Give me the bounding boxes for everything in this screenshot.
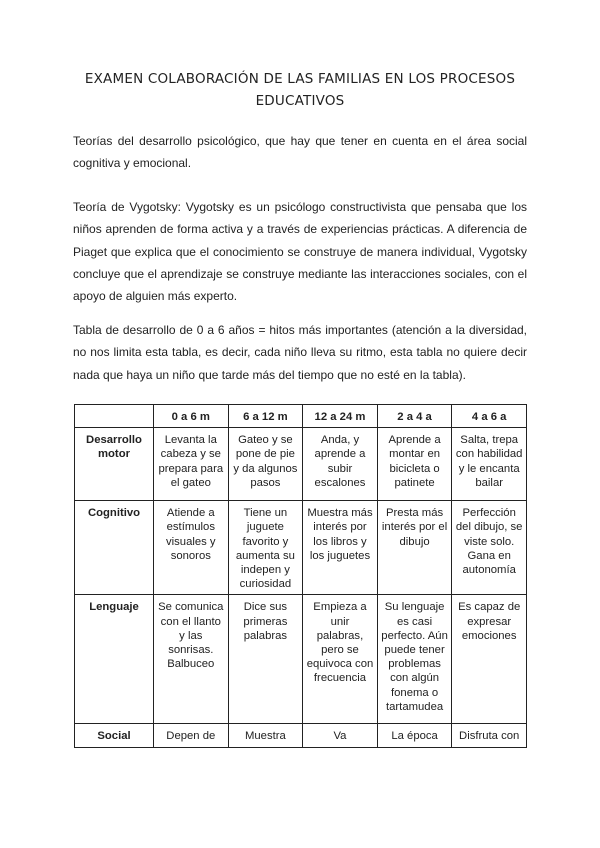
table-cell: Anda, y aprende a subir escalones — [303, 428, 378, 501]
table-cell: Muestra — [228, 724, 303, 747]
paragraph-intro: Teorías del desarrollo psicológico, que hay que tener en cuenta en el área social cognitiva y emocional. — [73, 134, 527, 171]
table-cell: Disfruta con — [452, 724, 527, 747]
table-row-lenguaje — [75, 595, 527, 724]
table-cell: Tiene un juguete favorito y aumenta su indepen y curiosidad — [228, 501, 303, 595]
header-6-12m: 6 a 12 m — [228, 405, 303, 428]
header-2-4a: 2 a 4 a — [377, 405, 452, 428]
table-cell: Atiende a estímulos visuales y sonoros — [154, 501, 229, 595]
row-label-motor: Desarrollo motor — [75, 428, 154, 501]
row-label-social: Social — [75, 724, 154, 747]
header-cell-empty — [75, 405, 154, 428]
table-cell: Va — [303, 724, 378, 747]
paragraph-table-intro: Tabla de desarrollo de 0 a 6 años = hitos más importantes (atención a la diversidad, no nos limita esta tabla, es decir, cada niño lleva su ritmo, esta tabla no quiere decir nada que haya un niño que tarde más del tiempo que no esté en la tabla). — [73, 323, 527, 382]
table-cell: La época — [377, 724, 452, 747]
table-cell: Depen de — [154, 724, 229, 747]
document-title: EXAMEN COLABORACIÓN DE LAS FAMILIAS EN LOS PROCESOS EDUCATIVOS — [84, 71, 516, 109]
table-cell: Salta, trepa con habilidad y le encanta bailar — [452, 428, 527, 501]
table-cell: Presta más interés por el dibujo — [377, 501, 452, 595]
table-cell: Su lenguaje es casi perfecto. Aún puede tener problemas con algún fonema o tartamudea — [377, 595, 452, 724]
paragraph-vygotsky: Teoría de Vygotsky: Vygotsky es un psicólogo constructivista que pensaba que los niños aprenden de forma activa y a través de experiencias prácticas. A diferencia de Piaget que explica que el conocimiento se construye de manera individual, Vygotsky concluye que el aprendizaje se construye mediante las interacciones sociales, con el apoyo de alguien más experto. — [73, 200, 527, 304]
row-label-cognitivo: Cognitivo — [75, 501, 154, 595]
table-cell: Gateo y se pone de pie y da algunos pasos — [228, 428, 303, 501]
table-row-social — [75, 724, 527, 747]
table-cell: Aprende a montar en bicicleta o patinete — [377, 428, 452, 501]
header-12-24m: 12 a 24 m — [303, 405, 378, 428]
table-cell: Levanta la cabeza y se prepara para el gateo — [154, 428, 229, 501]
header-0-6m: 0 a 6 m — [154, 405, 229, 428]
table-header-row — [75, 405, 527, 428]
development-table — [74, 404, 527, 748]
table-cell: Es capaz de expresar emociones — [452, 595, 527, 724]
row-label-lenguaje: Lenguaje — [75, 595, 154, 724]
header-4-6a: 4 a 6 a — [452, 405, 527, 428]
table-cell: Dice sus primeras palabras — [228, 595, 303, 724]
table-cell: Empieza a unir palabras, pero se equivoca con frecuencia — [303, 595, 378, 724]
table-row-motor — [75, 428, 527, 501]
table-cell: Perfección del dibujo, se viste solo. Gana en autonomía — [452, 501, 527, 595]
table-cell: Muestra más interés por los libros y los juguetes — [303, 501, 378, 595]
table-cell: Se comunica con el llanto y las sonrisas. Balbuceo — [154, 595, 229, 724]
table-row-cognitivo — [75, 501, 527, 595]
